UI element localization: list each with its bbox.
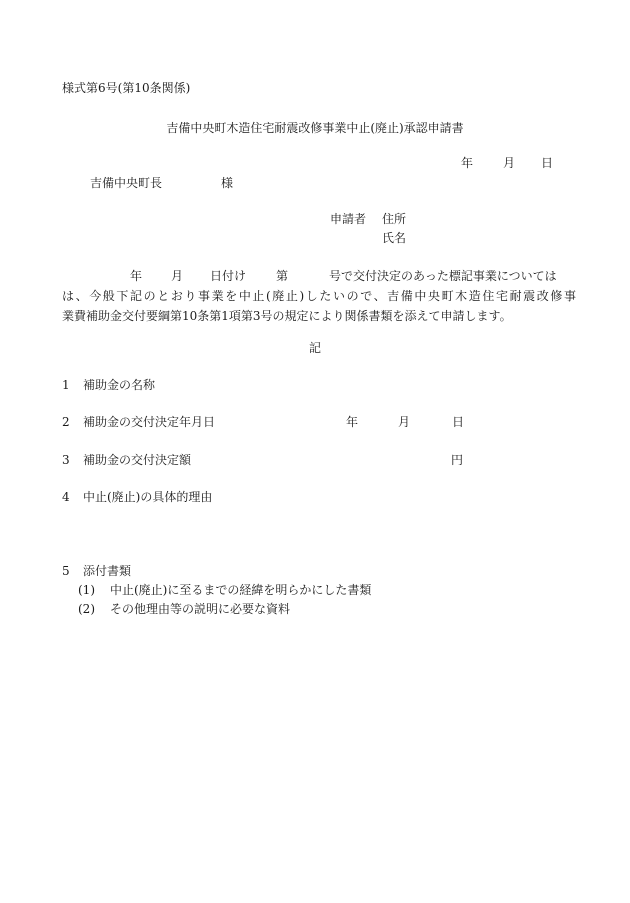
item-label: 添付書類 xyxy=(83,564,132,578)
form-number: 様式第6号(第10条関係) xyxy=(62,81,191,95)
document-title: 吉備中央町木造住宅耐震改修事業中止(廃止)承認申請書 xyxy=(166,121,464,135)
attachment-number: (2) xyxy=(78,602,95,616)
applicant-name-label: 氏名 xyxy=(382,231,407,245)
item-number: 2 xyxy=(62,415,70,429)
addressee-honorific: 様 xyxy=(221,176,234,190)
item-number: 4 xyxy=(62,490,70,504)
statement-line-2: は、今般下記のとおり事業を中止(廃止)したいので、吉備中央町木造住宅耐震改修事 xyxy=(62,289,576,303)
attachment-label: 中止(廃止)に至るまでの経緯を明らかにした書類 xyxy=(110,583,372,597)
date-month: 月 xyxy=(503,156,516,170)
date-year: 年 xyxy=(461,156,474,170)
statement-month: 月 xyxy=(171,269,184,283)
item-label: 補助金の交付決定年月日 xyxy=(83,415,216,429)
item-number: 1 xyxy=(62,378,70,392)
statement-year: 年 xyxy=(130,269,143,283)
applicant-address-label: 住所 xyxy=(382,212,407,226)
applicant-block xyxy=(330,212,420,248)
statement-dai: 第 xyxy=(276,269,289,283)
statement-line-3: 業費補助金交付要綱第10条第1項第3号の規定により関係書類を添えて申請します。 xyxy=(62,309,512,323)
item-number: 3 xyxy=(62,453,70,467)
statement-dated: 日付け xyxy=(210,269,247,283)
statement-line-1 xyxy=(62,266,576,286)
application-statement xyxy=(62,266,576,326)
item-label: 補助金の交付決定額 xyxy=(83,453,192,467)
applicant-label: 申請者 xyxy=(330,212,367,226)
date-day: 日 xyxy=(541,156,554,170)
item-number: 5 xyxy=(62,564,70,578)
item-month: 月 xyxy=(398,415,411,429)
ki-heading: 記 xyxy=(308,341,321,355)
item-label: 補助金の名称 xyxy=(83,378,156,392)
attachment-label: その他理由等の説明に必要な資料 xyxy=(110,602,291,616)
attachment-number: (1) xyxy=(78,583,95,597)
addressee-name: 吉備中央町長 xyxy=(90,176,163,190)
item-day: 日 xyxy=(452,415,465,429)
item-year: 年 xyxy=(346,415,359,429)
item-label: 中止(廃止)の具体的理由 xyxy=(83,490,213,504)
statement-rest: 号で交付決定のあった標記事業については xyxy=(329,269,557,283)
item-unit-yen: 円 xyxy=(451,453,464,467)
